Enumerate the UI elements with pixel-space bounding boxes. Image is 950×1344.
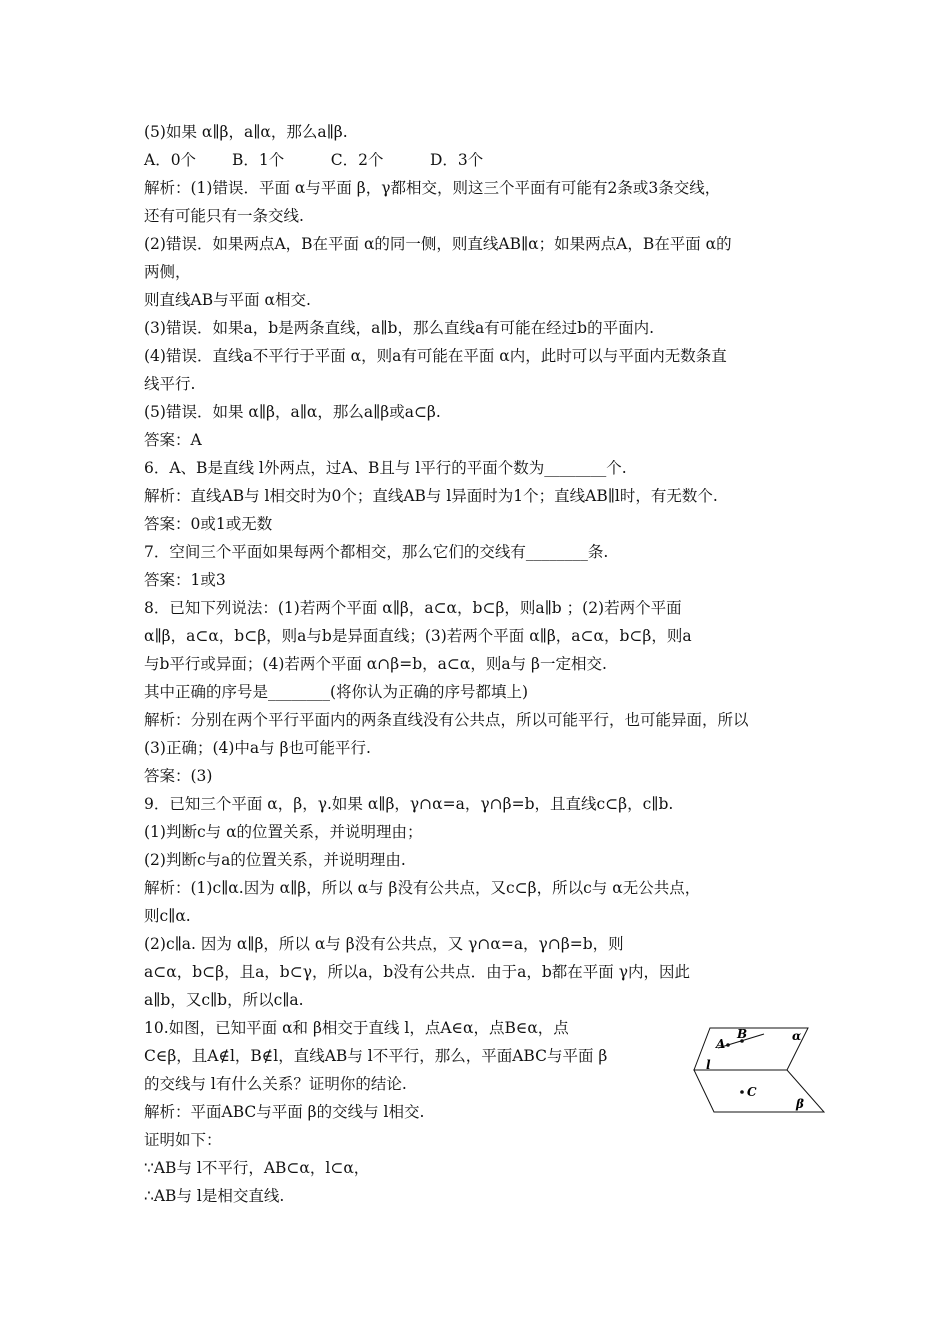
text-line: α∥β，a⊂α，b⊂β，则a与b是异面直线；(3)若两个平面 α∥β，a⊂α，b⊂β，则a (144, 627, 692, 645)
answer-line: 答案：0或1或无数 (144, 515, 273, 533)
text-line: 解析：(1)c∥α.因为 α∥β，所以 α与 β没有公共点，又c⊂β，所以c与 α无公共点， (144, 879, 701, 897)
text-line: C∈β，且A∉l，B∉l，直线AB与 l不平行，那么，平面ABC与平面 β (144, 1047, 608, 1065)
text-line: (5)如果 α∥β，a∥α，那么a∥β. (144, 123, 348, 141)
question-10: 10.如图，已知平面 α和 β相交于直线 l，点A∈α，点B∈α，点 (144, 1019, 569, 1037)
label-l: l (706, 1058, 711, 1072)
label-b: B (737, 1027, 748, 1041)
point-c (740, 1090, 744, 1094)
text-line: 则c∥α. (144, 907, 191, 925)
text-line: (3)正确；(4)中a与 β也可能平行. (144, 739, 371, 757)
text-line: (2)c∥a. 因为 α∥β，所以 α与 β没有公共点，又 γ∩α=a，γ∩β=b，则 (144, 935, 624, 953)
text-line: A．0个 B．1个 C．2个 D．3个 (144, 151, 484, 169)
text-line: 解析：分别在两个平行平面内的两条直线没有公共点，所以可能平行，也可能异面，所以 (144, 711, 749, 729)
question-6: 6．A、B是直线 l外两点，过A、B且与 l平行的平面个数为________个. (144, 459, 627, 477)
text-line: (3)错误．如果a，b是两条直线，a∥b，那么直线a有可能在经过b的平面内. (144, 319, 655, 337)
text-line: 解析：平面ABC与平面 β的交线与 l相交. (144, 1103, 425, 1121)
text-line: 则直线AB与平面 α相交. (144, 291, 311, 309)
text-line: 的交线与 l有什么关系？证明你的结论. (144, 1075, 407, 1093)
planes-figure (692, 1020, 832, 1120)
text-line: 解析：直线AB与 l相交时为0个；直线AB与 l异面时为1个；直线AB∥l时，有无数个. (144, 487, 718, 505)
label-alpha: α (792, 1029, 802, 1043)
text-line: ∵AB与 l不平行，AB⊂α，l⊂α， (144, 1159, 370, 1177)
text-line: a⊂α，b⊂β，且a，b⊂γ，所以a，b没有公共点．由于a，b都在平面 γ内，因此 (144, 963, 690, 981)
label-c: C (747, 1085, 757, 1099)
plane-beta (694, 1070, 824, 1112)
answer-line: 答案：(3) (144, 767, 213, 785)
question-8: 8．已知下列说法：(1)若两个平面 α∥β，a⊂α，b⊂β，则a∥b ；(2)若两个平面 (144, 599, 682, 617)
answer-line: 答案：1或3 (144, 571, 226, 589)
question-7: 7．空间三个平面如果每两个都相交，那么它们的交线有________条. (144, 543, 609, 561)
text-line: (4)错误．直线a不平行于平面 α，则a有可能在平面 α内，此时可以与平面内无数条直 (144, 347, 727, 365)
text-line: (1)判断c与 α的位置关系，并说明理由； (144, 823, 423, 841)
label-beta: β (796, 1097, 804, 1111)
text-line: ∴AB与 l是相交直线. (144, 1187, 285, 1205)
text-line: 证明如下： (144, 1131, 222, 1149)
text-line: a∥b，又c∥b，所以c∥a. (144, 991, 304, 1009)
label-a: A (716, 1037, 726, 1051)
question-9: 9．已知三个平面 α，β，γ.如果 α∥β，γ∩α=a，γ∩β=b，且直线c⊂β，c∥b. (144, 795, 674, 813)
text-line: (2)判断c与a的位置关系，并说明理由. (144, 851, 406, 869)
text-line: 两侧， (144, 263, 191, 281)
text-line: 线平行. (144, 375, 196, 393)
plane-alpha (694, 1028, 808, 1070)
text-line: 还有可能只有一条交线. (144, 207, 304, 225)
text-line: 与b平行或异面；(4)若两个平面 α∩β=b，a⊂α，则a与 β一定相交. (144, 655, 607, 673)
point-a (726, 1043, 730, 1047)
text-line: (5)错误．如果 α∥β，a∥α，那么a∥β或a⊂β. (144, 403, 441, 421)
text-line: 解析：(1)错误．平面 α与平面 β，γ都相交，则这三个平面有可能有2条或3条交线， (144, 179, 721, 197)
answer-line: 答案：A (144, 431, 202, 449)
text-line: 其中正确的序号是________(将你认为正确的序号都填上) (144, 683, 529, 701)
text-line: (2)错误．如果两点A，B在平面 α的同一侧，则直线AB∥α；如果两点A，B在平面 α的 (144, 235, 732, 253)
